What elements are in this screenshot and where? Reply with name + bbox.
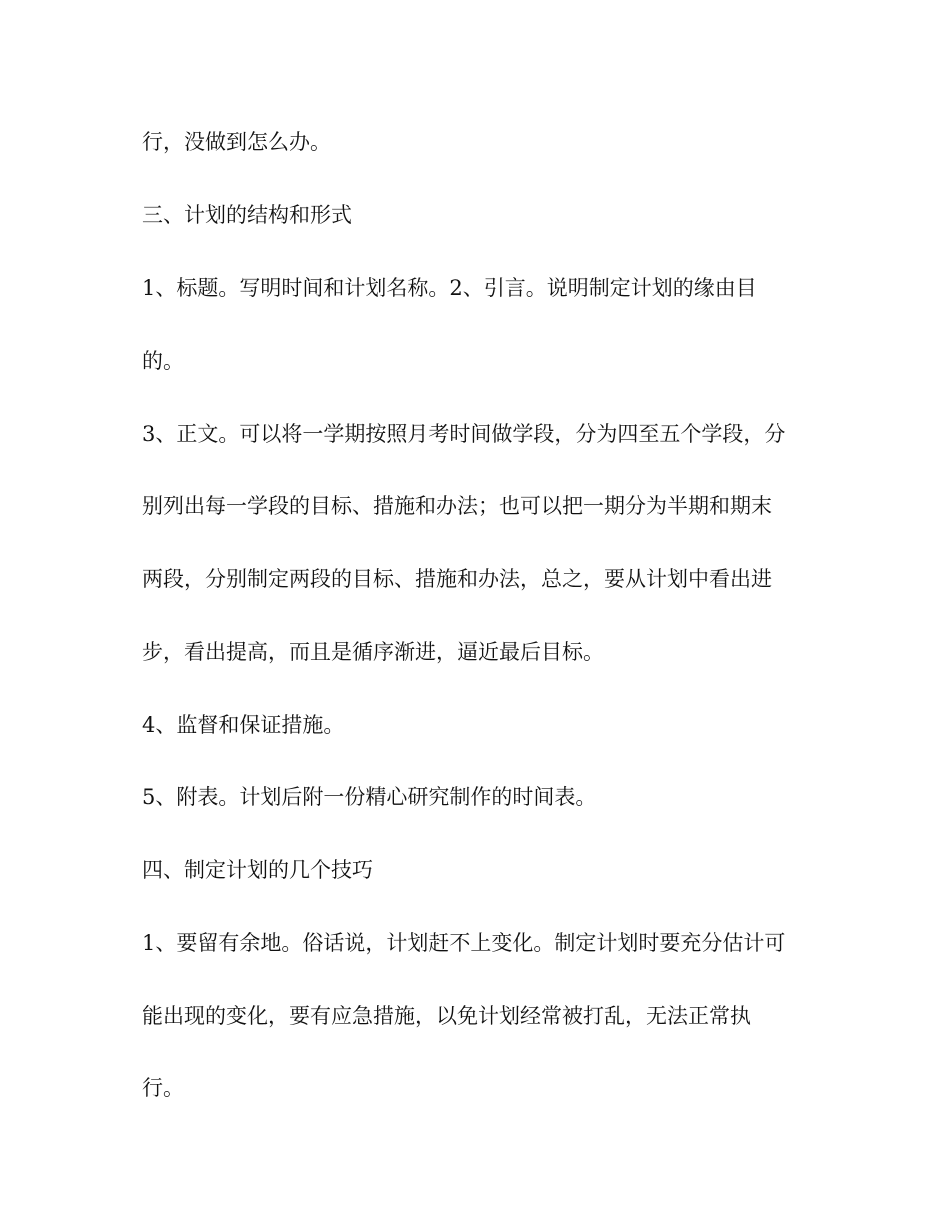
text-line: 别列出每一学段的目标、措施和办法；也可以把一期分为半期和期末 [142, 494, 772, 518]
section-heading: 三、计划的结构和形式 [142, 203, 352, 227]
text-line: 3、正文。可以将一学期按照月考时间做学段，分为四至五个学段，分 [142, 422, 786, 446]
text-line: 的。 [142, 349, 184, 373]
text-line: 5、附表。计划后附一份精心研究制作的时间表。 [142, 785, 597, 809]
text-line: 能出现的变化，要有应急措施，以免计划经常被打乱，无法正常执 [142, 1004, 751, 1028]
text-line: 行。 [142, 1076, 184, 1100]
text-line: 1、要留有余地。俗话说，计划赶不上变化。制定计划时要充分估计可 [142, 931, 786, 955]
text-line: 两段，分别制定两段的目标、措施和办法，总之，要从计划中看出进 [142, 567, 772, 591]
text-line: 4、监督和保证措施。 [142, 713, 345, 737]
text-line: 1、标题。写明时间和计划名称。2、引言。说明制定计划的缘由目 [142, 276, 757, 300]
text-line: 步，看出提高，而且是循序渐进，逼近最后目标。 [142, 640, 604, 664]
text-line: 行，没做到怎么办。 [142, 130, 331, 154]
section-heading: 四、制定计划的几个技巧 [142, 858, 373, 882]
